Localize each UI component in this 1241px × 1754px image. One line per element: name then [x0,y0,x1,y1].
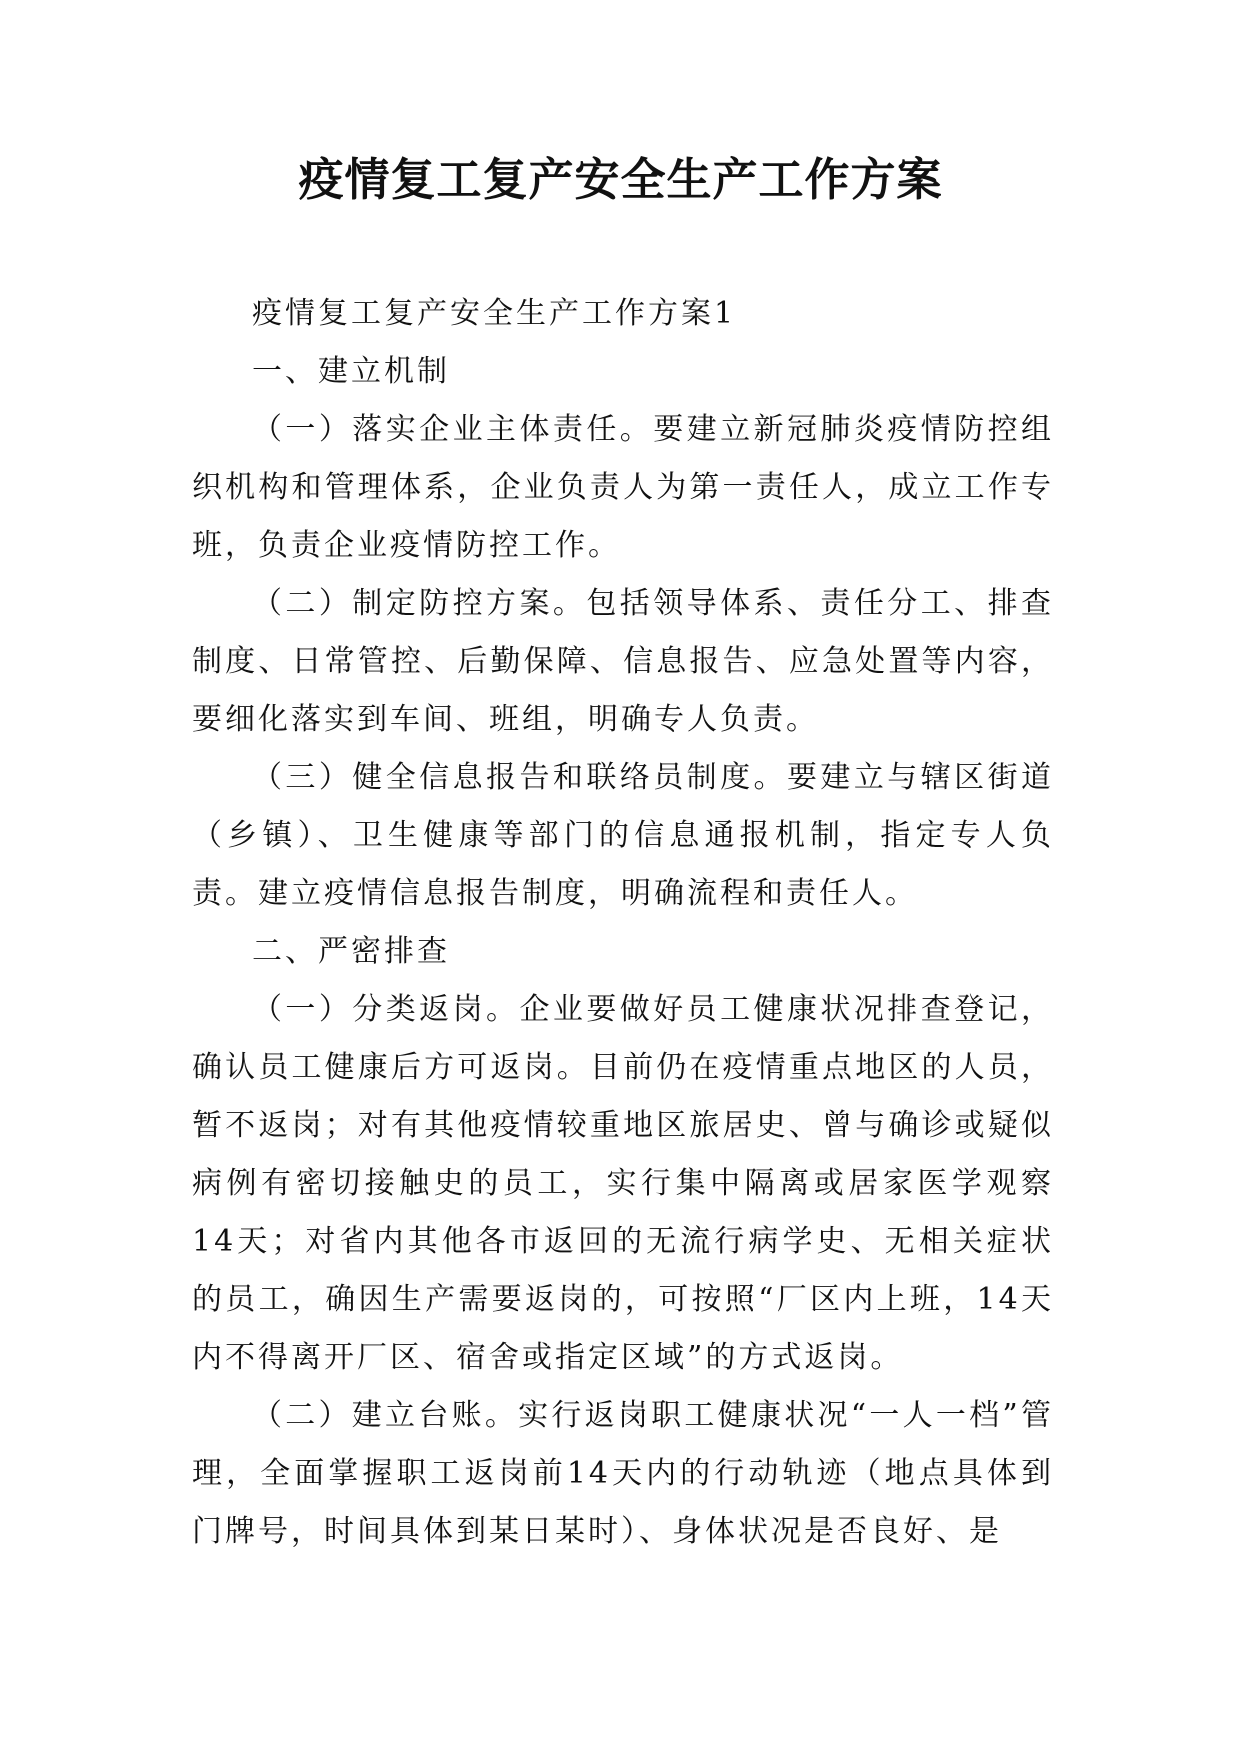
section-heading-strict-screening: 二、严密排查 [252,934,450,969]
document-title: 疫情复工复产安全生产工作方案 [298,153,943,206]
paragraph-prevention-plan: （二）制定防控方案。包括领导体系、责任分工、排查制度、日常管控、后勤保障、信息报告、应急处置等内容，要细化落实到车间、班组，明确专人负责。 [192,586,1054,737]
paragraph-classified-return: （一）分类返岗。企业要做好员工健康状况排查登记，确认员工健康后方可返岗。目前仍在疫情重点地区的人员，暂不返岗；对有其他疫情较重地区旅居史、曾与确诊或疑似病例有密切接触史的员工，实行集中隔离或居家医学观察14天；对省内其他各市返回的无流行病学史、无相关症状的员工，确因生产需要返岗的，可按照“厂区内上班，14天内不得离开厂区、宿舍或指定区域”的方式返岗。 [192,992,1054,1375]
paragraph-enterprise-responsibility: （一）落实企业主体责任。要建立新冠肺炎疫情防控组织机构和管理体系，企业负责人为第一责任人，成立工作专班，负责企业疫情防控工作。 [192,412,1054,563]
paragraph-establish-ledger: （二）建立台账。实行返岗职工健康状况“一人一档”管理，全面掌握职工返岗前14天内的行动轨迹（地点具体到门牌号，时间具体到某日某时）、身体状况是否良好、是 [192,1398,1054,1549]
paragraph-info-reporting: （三）健全信息报告和联络员制度。要建立与辖区街道（乡镇）、卫生健康等部门的信息通报机制，指定专人负责。建立疫情信息报告制度，明确流程和责任人。 [192,760,1054,911]
document-body [192,285,1054,1561]
section-heading-establish-mechanism: 一、建立机制 [252,354,450,389]
section-heading-plan-1: 疫情复工复产安全生产工作方案1 [252,296,737,331]
